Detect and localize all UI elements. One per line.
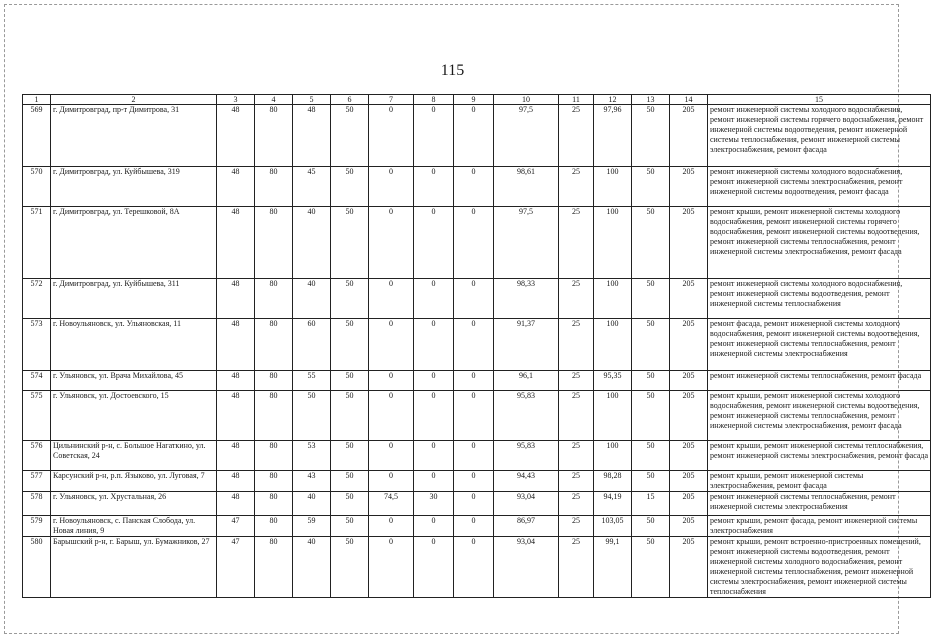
value-cell: 48 bbox=[217, 319, 255, 371]
value-cell: 0 bbox=[454, 319, 494, 371]
table-row bbox=[23, 319, 931, 371]
address-cell: Карсунский р-н, р.п. Языково, ул. Луговая, 7 bbox=[51, 471, 217, 492]
value-cell: 50 bbox=[632, 371, 670, 391]
address-cell: г. Ульяновск, ул. Врача Михайлова, 45 bbox=[51, 371, 217, 391]
value-cell: 48 bbox=[217, 492, 255, 516]
value-cell: 0 bbox=[414, 391, 454, 441]
value-cell: 95,83 bbox=[494, 391, 559, 441]
value-cell: 0 bbox=[414, 537, 454, 598]
row-number-cell: 571 bbox=[23, 207, 51, 279]
address-cell: г. Ульяновск, ул. Достоевского, 15 bbox=[51, 391, 217, 441]
value-cell: 0 bbox=[454, 105, 494, 167]
value-cell: 50 bbox=[331, 105, 369, 167]
row-number-cell: 577 bbox=[23, 471, 51, 492]
value-cell: 0 bbox=[369, 167, 414, 207]
value-cell: 0 bbox=[454, 537, 494, 598]
works-cell: ремонт крыши, ремонт встроенно-пристроенных помещений, ремонт инженерной системы водоотведения, ремонт инженерной системы холодного водоснабжения, ремонт инженерной системы теплоснабжения, ремонт инженерной системы электроснабжения, ремонт инженерной системы теплоснабжения bbox=[708, 537, 931, 598]
works-cell: ремонт инженерной системы холодного водоснабжения, ремонт инженерной системы горячего водоснабжения, ремонт инженерной системы водоотведения, ремонт инженерной системы теплоснабжения, ремонт инженерной системы электроснабжения, ремонт фасада bbox=[708, 105, 931, 167]
row-number-cell: 570 bbox=[23, 167, 51, 207]
address-cell: г. Димитровград, ул. Куйбышева, 319 bbox=[51, 167, 217, 207]
value-cell: 50 bbox=[632, 537, 670, 598]
value-cell: 25 bbox=[559, 207, 594, 279]
value-cell: 50 bbox=[632, 516, 670, 537]
value-cell: 205 bbox=[670, 207, 708, 279]
value-cell: 0 bbox=[414, 471, 454, 492]
value-cell: 80 bbox=[255, 391, 293, 441]
value-cell: 48 bbox=[217, 441, 255, 471]
table-row bbox=[23, 371, 931, 391]
value-cell: 205 bbox=[670, 279, 708, 319]
value-cell: 0 bbox=[369, 391, 414, 441]
column-header: 10 bbox=[494, 95, 559, 105]
works-cell: ремонт инженерной системы холодного водоснабжения, ремонт инженерной системы электроснабжения, ремонт инженерной системы водоотведения, ремонт фасада bbox=[708, 167, 931, 207]
value-cell: 25 bbox=[559, 371, 594, 391]
table-row bbox=[23, 105, 931, 167]
value-cell: 48 bbox=[217, 471, 255, 492]
row-number-cell: 573 bbox=[23, 319, 51, 371]
value-cell: 40 bbox=[293, 207, 331, 279]
value-cell: 50 bbox=[632, 167, 670, 207]
value-cell: 205 bbox=[670, 391, 708, 441]
table-row bbox=[23, 471, 931, 492]
row-number-cell: 579 bbox=[23, 516, 51, 537]
column-header: 6 bbox=[331, 95, 369, 105]
value-cell: 100 bbox=[594, 207, 632, 279]
value-cell: 0 bbox=[369, 471, 414, 492]
works-cell: ремонт инженерной системы теплоснабжения, ремонт инженерной системы электроснабжения bbox=[708, 492, 931, 516]
value-cell: 0 bbox=[369, 537, 414, 598]
value-cell: 100 bbox=[594, 167, 632, 207]
column-header: 15 bbox=[708, 95, 931, 105]
value-cell: 205 bbox=[670, 105, 708, 167]
works-cell: ремонт крыши, ремонт фасада, ремонт инженерной системы электроснабжения bbox=[708, 516, 931, 537]
column-header: 12 bbox=[594, 95, 632, 105]
value-cell: 40 bbox=[293, 279, 331, 319]
value-cell: 43 bbox=[293, 471, 331, 492]
table-row bbox=[23, 492, 931, 516]
value-cell: 0 bbox=[454, 441, 494, 471]
value-cell: 53 bbox=[293, 441, 331, 471]
value-cell: 98,33 bbox=[494, 279, 559, 319]
value-cell: 98,28 bbox=[594, 471, 632, 492]
value-cell: 50 bbox=[632, 391, 670, 441]
table-row bbox=[23, 167, 931, 207]
row-number-cell: 580 bbox=[23, 537, 51, 598]
table-row bbox=[23, 516, 931, 537]
works-cell: ремонт крыши, ремонт инженерной системы холодного водоснабжения, ремонт инженерной системы водоотведения, ремонт инженерной системы теплоснабжения, ремонт инженерной системы электроснабжения, ремонт фасада bbox=[708, 391, 931, 441]
column-header: 2 bbox=[51, 95, 217, 105]
value-cell: 99,1 bbox=[594, 537, 632, 598]
value-cell: 0 bbox=[414, 207, 454, 279]
value-cell: 50 bbox=[632, 471, 670, 492]
value-cell: 25 bbox=[559, 471, 594, 492]
value-cell: 0 bbox=[414, 441, 454, 471]
value-cell: 50 bbox=[331, 207, 369, 279]
value-cell: 103,05 bbox=[594, 516, 632, 537]
column-number-row bbox=[23, 95, 931, 105]
value-cell: 0 bbox=[414, 279, 454, 319]
table-row bbox=[23, 279, 931, 319]
column-header: 14 bbox=[670, 95, 708, 105]
row-number-cell: 569 bbox=[23, 105, 51, 167]
value-cell: 86,97 bbox=[494, 516, 559, 537]
address-cell: Цильнинский р-н, с. Большое Нагаткино, ул. Советская, 24 bbox=[51, 441, 217, 471]
value-cell: 97,5 bbox=[494, 207, 559, 279]
value-cell: 205 bbox=[670, 371, 708, 391]
value-cell: 25 bbox=[559, 105, 594, 167]
value-cell: 0 bbox=[369, 441, 414, 471]
column-header: 3 bbox=[217, 95, 255, 105]
value-cell: 40 bbox=[293, 537, 331, 598]
value-cell: 40 bbox=[293, 492, 331, 516]
address-cell: г. Ульяновск, ул. Хрустальная, 26 bbox=[51, 492, 217, 516]
value-cell: 25 bbox=[559, 441, 594, 471]
value-cell: 96,1 bbox=[494, 371, 559, 391]
value-cell: 50 bbox=[632, 207, 670, 279]
registry-table bbox=[22, 94, 931, 598]
address-cell: г. Димитровград, пр-т Димитрова, 31 bbox=[51, 105, 217, 167]
value-cell: 205 bbox=[670, 167, 708, 207]
value-cell: 50 bbox=[331, 471, 369, 492]
value-cell: 100 bbox=[594, 441, 632, 471]
value-cell: 0 bbox=[454, 492, 494, 516]
value-cell: 95,35 bbox=[594, 371, 632, 391]
value-cell: 205 bbox=[670, 471, 708, 492]
value-cell: 0 bbox=[414, 167, 454, 207]
address-cell: Барышский р-н, г. Барыш, ул. Бумажников, 27 bbox=[51, 537, 217, 598]
value-cell: 80 bbox=[255, 441, 293, 471]
value-cell: 50 bbox=[331, 319, 369, 371]
works-cell: ремонт фасада, ремонт инженерной системы холодного водоснабжения, ремонт инженерной системы водоотведения, ремонт инженерной системы теплоснабжения, ремонт инженерной системы электроснабжения bbox=[708, 319, 931, 371]
value-cell: 94,19 bbox=[594, 492, 632, 516]
address-cell: г. Новоульяновск, с. Панская Слобода, ул. Новая линия, 9 bbox=[51, 516, 217, 537]
row-number-cell: 576 bbox=[23, 441, 51, 471]
address-cell: г. Димитровград, ул. Терешковой, 8А bbox=[51, 207, 217, 279]
value-cell: 0 bbox=[369, 279, 414, 319]
value-cell: 47 bbox=[217, 537, 255, 598]
value-cell: 0 bbox=[454, 167, 494, 207]
value-cell: 50 bbox=[632, 279, 670, 319]
value-cell: 25 bbox=[559, 516, 594, 537]
column-header: 1 bbox=[23, 95, 51, 105]
value-cell: 95,83 bbox=[494, 441, 559, 471]
value-cell: 80 bbox=[255, 537, 293, 598]
value-cell: 25 bbox=[559, 167, 594, 207]
value-cell: 50 bbox=[331, 492, 369, 516]
value-cell: 0 bbox=[414, 516, 454, 537]
value-cell: 80 bbox=[255, 105, 293, 167]
value-cell: 80 bbox=[255, 492, 293, 516]
value-cell: 205 bbox=[670, 492, 708, 516]
value-cell: 0 bbox=[454, 279, 494, 319]
works-cell: ремонт инженерной системы холодного водоснабжения, ремонт инженерной системы водоотведения, ремонт инженерной системы теплоснабжения bbox=[708, 279, 931, 319]
value-cell: 0 bbox=[414, 319, 454, 371]
value-cell: 97,96 bbox=[594, 105, 632, 167]
value-cell: 50 bbox=[632, 319, 670, 371]
value-cell: 0 bbox=[454, 207, 494, 279]
value-cell: 50 bbox=[331, 516, 369, 537]
table-row bbox=[23, 537, 931, 598]
value-cell: 80 bbox=[255, 279, 293, 319]
value-cell: 50 bbox=[331, 371, 369, 391]
row-number-cell: 578 bbox=[23, 492, 51, 516]
value-cell: 50 bbox=[331, 391, 369, 441]
value-cell: 98,61 bbox=[494, 167, 559, 207]
value-cell: 0 bbox=[369, 105, 414, 167]
value-cell: 48 bbox=[217, 371, 255, 391]
value-cell: 0 bbox=[454, 516, 494, 537]
value-cell: 80 bbox=[255, 371, 293, 391]
value-cell: 80 bbox=[255, 167, 293, 207]
value-cell: 205 bbox=[670, 537, 708, 598]
value-cell: 80 bbox=[255, 319, 293, 371]
value-cell: 48 bbox=[217, 207, 255, 279]
value-cell: 0 bbox=[414, 371, 454, 391]
value-cell: 47 bbox=[217, 516, 255, 537]
works-cell: ремонт крыши, ремонт инженерной системы теплоснабжения, ремонт инженерной системы электроснабжения, ремонт фасада bbox=[708, 441, 931, 471]
row-number-cell: 575 bbox=[23, 391, 51, 441]
value-cell: 80 bbox=[255, 516, 293, 537]
value-cell: 60 bbox=[293, 319, 331, 371]
table-body bbox=[23, 105, 931, 598]
value-cell: 48 bbox=[217, 167, 255, 207]
value-cell: 0 bbox=[369, 207, 414, 279]
value-cell: 80 bbox=[255, 207, 293, 279]
value-cell: 50 bbox=[331, 537, 369, 598]
value-cell: 0 bbox=[454, 371, 494, 391]
column-header: 11 bbox=[559, 95, 594, 105]
value-cell: 0 bbox=[454, 471, 494, 492]
value-cell: 45 bbox=[293, 167, 331, 207]
value-cell: 80 bbox=[255, 471, 293, 492]
value-cell: 0 bbox=[369, 319, 414, 371]
value-cell: 30 bbox=[414, 492, 454, 516]
value-cell: 91,37 bbox=[494, 319, 559, 371]
value-cell: 50 bbox=[331, 441, 369, 471]
value-cell: 97,5 bbox=[494, 105, 559, 167]
value-cell: 50 bbox=[331, 279, 369, 319]
value-cell: 48 bbox=[217, 105, 255, 167]
value-cell: 25 bbox=[559, 319, 594, 371]
value-cell: 25 bbox=[559, 391, 594, 441]
column-header: 4 bbox=[255, 95, 293, 105]
value-cell: 93,04 bbox=[494, 537, 559, 598]
column-header: 8 bbox=[414, 95, 454, 105]
value-cell: 205 bbox=[670, 319, 708, 371]
value-cell: 48 bbox=[217, 391, 255, 441]
value-cell: 0 bbox=[369, 371, 414, 391]
value-cell: 25 bbox=[559, 537, 594, 598]
value-cell: 50 bbox=[331, 167, 369, 207]
value-cell: 0 bbox=[414, 105, 454, 167]
page-number: 115 bbox=[440, 62, 465, 79]
value-cell: 59 bbox=[293, 516, 331, 537]
value-cell: 0 bbox=[369, 516, 414, 537]
value-cell: 205 bbox=[670, 516, 708, 537]
address-cell: г. Димитровград, ул. Куйбышева, 311 bbox=[51, 279, 217, 319]
column-header: 13 bbox=[632, 95, 670, 105]
table-row bbox=[23, 441, 931, 471]
table-row bbox=[23, 391, 931, 441]
row-number-cell: 574 bbox=[23, 371, 51, 391]
works-cell: ремонт крыши, ремонт инженерной системы холодного водоснабжения, ремонт инженерной системы горячего водоснабжения, ремонт инженерной системы водоотведения, ремонт инженерной системы теплоснабжения, ремонт инженерной системы электроснабжения, ремонт фасада bbox=[708, 207, 931, 279]
column-header: 9 bbox=[454, 95, 494, 105]
address-cell: г. Новоульяновск, ул. Ульяновская, 11 bbox=[51, 319, 217, 371]
value-cell: 25 bbox=[559, 492, 594, 516]
value-cell: 74,5 bbox=[369, 492, 414, 516]
value-cell: 50 bbox=[293, 391, 331, 441]
row-number-cell: 572 bbox=[23, 279, 51, 319]
value-cell: 205 bbox=[670, 441, 708, 471]
works-cell: ремонт инженерной системы теплоснабжения, ремонт фасада bbox=[708, 371, 931, 391]
value-cell: 48 bbox=[293, 105, 331, 167]
works-cell: ремонт крыши, ремонт инженерной системы электроснабжения, ремонт фасада bbox=[708, 471, 931, 492]
value-cell: 50 bbox=[632, 105, 670, 167]
value-cell: 100 bbox=[594, 279, 632, 319]
value-cell: 0 bbox=[454, 391, 494, 441]
value-cell: 50 bbox=[632, 441, 670, 471]
value-cell: 15 bbox=[632, 492, 670, 516]
value-cell: 94,43 bbox=[494, 471, 559, 492]
table-row bbox=[23, 207, 931, 279]
value-cell: 100 bbox=[594, 319, 632, 371]
value-cell: 55 bbox=[293, 371, 331, 391]
value-cell: 93,04 bbox=[494, 492, 559, 516]
value-cell: 25 bbox=[559, 279, 594, 319]
column-header: 5 bbox=[293, 95, 331, 105]
value-cell: 100 bbox=[594, 391, 632, 441]
column-header: 7 bbox=[369, 95, 414, 105]
value-cell: 48 bbox=[217, 279, 255, 319]
